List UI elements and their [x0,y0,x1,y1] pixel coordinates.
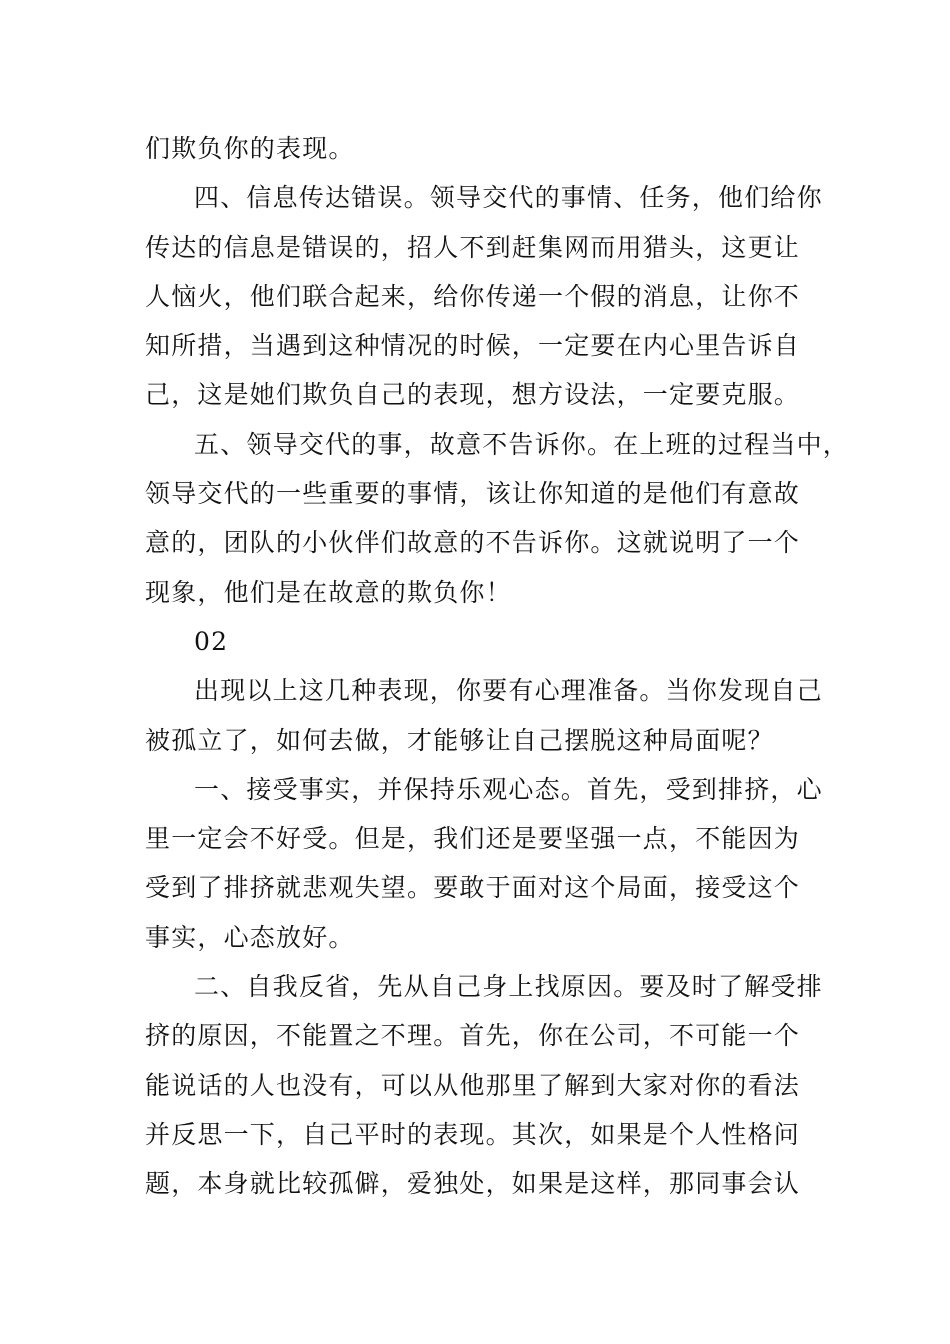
text-line: 现象，他们是在故意的欺负你！ [145,577,512,607]
text-line: 受到了排挤就悲观失望。要敢于面对这个局面，接受这个 [145,873,801,903]
text-line: 意的，团队的小伙伴们故意的不告诉你。这就说明了一个 [145,528,801,558]
text-line: 们欺负你的表现。 [145,134,355,163]
text-line: 事实，心态放好。 [145,922,355,952]
paragraph-start-line: 五、领导交代的事，故意不告诉你。在上班的过程当中， [194,429,850,459]
text-line: 里一定会不好受。但是，我们还是要坚强一点，不能因为 [145,824,801,854]
paragraph-start-line: 一、接受事实，并保持乐观心态。首先，受到排挤，心 [194,774,823,804]
section-number: 02 [194,626,229,656]
text-line: 能说话的人也没有，可以从他那里了解到大家对你的看法 [145,1070,801,1100]
paragraph-start-line: 四、信息传达错误。领导交代的事情、任务，他们给你 [194,183,823,213]
text-line: 己，这是她们欺负自己的表现，想方设法，一定要克服。 [145,380,801,410]
paragraph-start-line: 出现以上这几种表现，你要有心理准备。当你发现自己 [194,676,823,706]
text-line: 知所措，当遇到这种情况的时候，一定要在内心里告诉自 [145,331,801,361]
text-line: 被孤立了，如何去做，才能够让自己摆脱这种局面呢？ [145,725,774,755]
text-line: 传达的信息是错误的，招人不到赶集网而用猎头，这更让 [145,232,801,262]
paragraph-start-line: 二、自我反省，先从自己身上找原因。要及时了解受排 [194,972,823,1002]
text-line: 题，本身就比较孤僻，爱独处，如果是这样，那同事会认 [145,1169,801,1199]
text-line: 领导交代的一些重要的事情，该让你知道的是他们有意故 [145,479,801,509]
text-line: 人恼火，他们联合起来，给你传递一个假的消息，让你不 [145,281,801,311]
text-line: 并反思一下，自己平时的表现。其次，如果是个人性格问 [145,1119,801,1149]
body-text [145,124,850,1209]
text-line: 挤的原因，不能置之不理。首先，你在公司，不可能一个 [145,1021,801,1051]
